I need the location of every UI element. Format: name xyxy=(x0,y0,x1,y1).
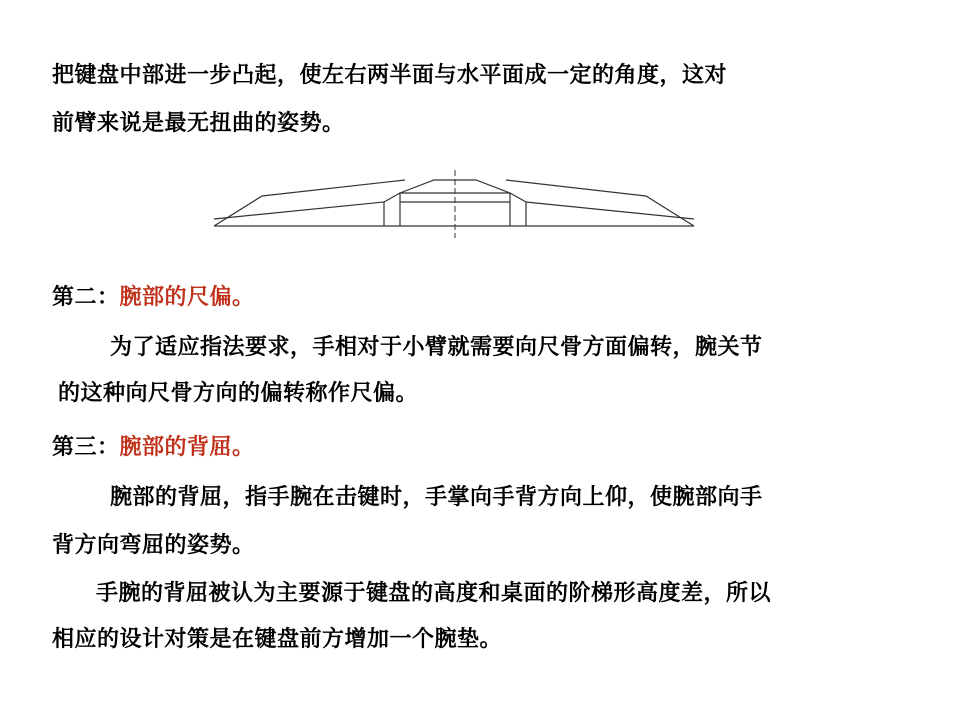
diagram-right-wing-step xyxy=(510,193,526,202)
section-3-para-1-line-1: 腕部的背屈，指手腕在击键时，手掌向手背方向上仰，使腕部向手 xyxy=(110,485,763,510)
split-keyboard-profile-diagram xyxy=(210,168,700,240)
section-3-para-2-line-1: 手腕的背屈被认为主要源于键盘的高度和桌面的阶梯形高度差，所以 xyxy=(96,581,772,606)
section-2-title: 腕部的尺偏。 xyxy=(119,285,255,310)
section-3-title: 腕部的背屈。 xyxy=(119,435,255,460)
section-2-line-1: 为了适应指法要求，手相对于小臂就需要向尺骨方面偏转，腕关节 xyxy=(110,335,763,360)
section-2-label: 第二： xyxy=(52,285,120,310)
intro-line-1: 把键盘中部进一步凸起，使左右两半面与水平面成一定的角度，这对 xyxy=(52,63,728,88)
diagram-left-wing-step xyxy=(384,193,400,202)
section-2-heading xyxy=(52,284,255,312)
section-3-heading xyxy=(52,434,255,462)
intro-line-2: 前臂来说是最无扭曲的姿势。 xyxy=(52,111,345,136)
section-3-para-1-line-2: 背方向弯屈的姿势。 xyxy=(52,533,255,558)
section-3-label: 第三： xyxy=(52,435,120,460)
section-3-para-2-line-2: 相应的设计对策是在键盘前方增加一个腕垫。 xyxy=(52,627,503,652)
section-2-line-2: 的这种向尺骨方向的偏转称作尺偏。 xyxy=(58,381,419,406)
